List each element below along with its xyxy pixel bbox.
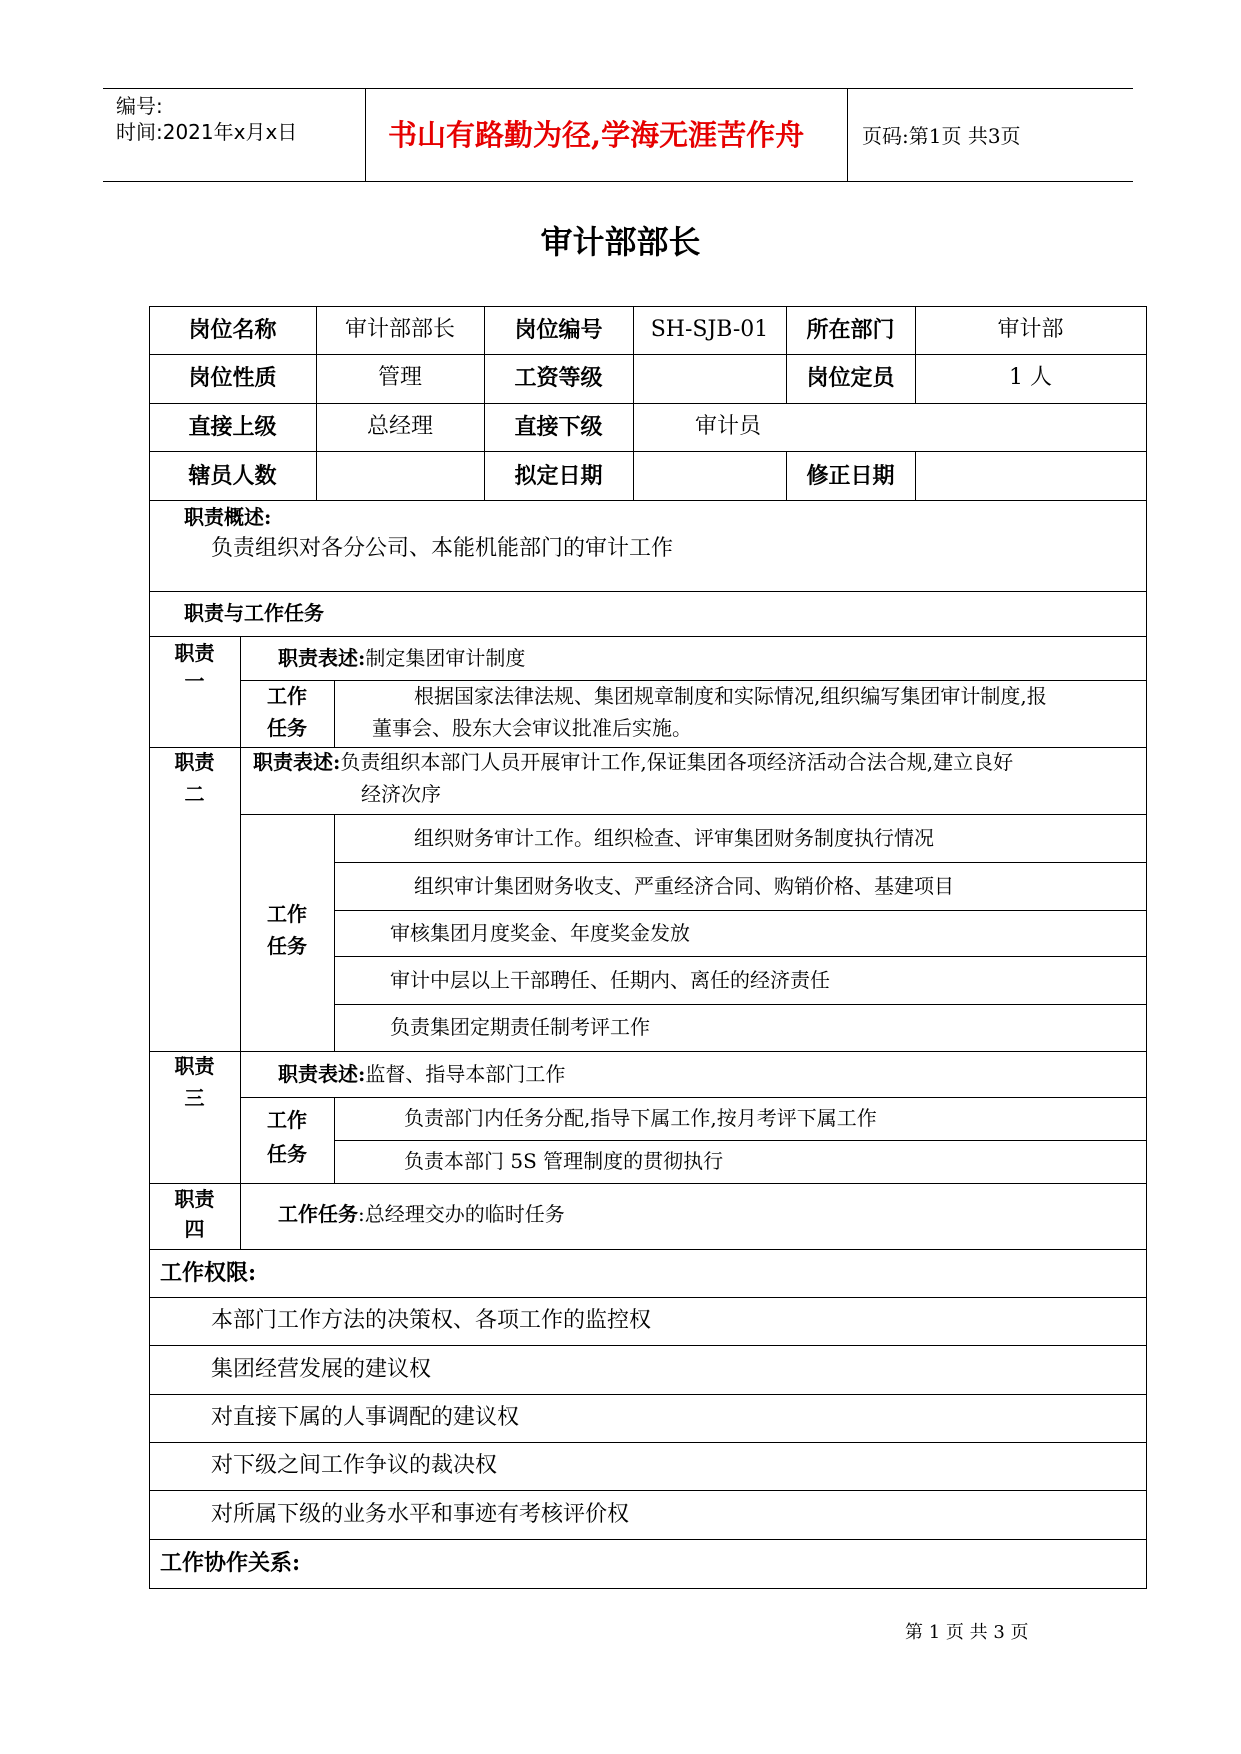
duty4-label-line2: 四 (184, 1217, 205, 1241)
duty3-desc-text: 监督、指导本部门工作 (365, 1062, 566, 1086)
duty3-label-line2: 三 (184, 1086, 205, 1110)
doc-code-label: 编号: (116, 94, 163, 118)
duty2-task-2: 组织审计集团财务收支、严重经济合同、购销价格、基建项目 (414, 874, 954, 898)
header-motto: 书山有路勤为径,学海无涯苦作舟 (388, 118, 805, 152)
value-position-name: 审计部部长 (344, 317, 455, 342)
duty1-task-label-line1: 工作 (267, 684, 307, 708)
duty1-desc-text: 制定集团审计制度 (365, 646, 526, 670)
duty2-label-line2: 二 (184, 782, 205, 806)
duty3-task-label-line2: 任务 (267, 1142, 307, 1166)
duty3-task-2: 负责本部门 5S 管理制度的贯彻执行 (404, 1149, 724, 1173)
label-position-name: 岗位名称 (188, 317, 277, 343)
label-department: 所在部门 (806, 317, 895, 343)
duty1-description (278, 644, 525, 672)
duty2-task-label-line2: 任务 (267, 934, 307, 958)
label-salary-grade: 工资等级 (514, 365, 603, 391)
duty2-desc-label: 职责表述: (253, 750, 341, 774)
duty3-task-1: 负责部门内任务分配,指导下属工作,按月考评下属工作 (404, 1106, 877, 1130)
duty2-description-line1 (253, 748, 1145, 776)
cooperation-label: 工作协作关系: (160, 1550, 301, 1576)
page-footer: 第 1 页 共 3 页 (905, 1622, 1029, 1643)
authority-item-3: 对直接下属的人事调配的建议权 (211, 1405, 520, 1430)
label-direct-subordinate: 直接下级 (514, 414, 603, 440)
duty2-task-label-line1: 工作 (267, 902, 307, 926)
duty1-task-line2: 董事会、股东大会审议批准后实施。 (372, 716, 692, 740)
authority-item-4: 对下级之间工作争议的裁决权 (211, 1453, 498, 1478)
duties-header: 职责与工作任务 (184, 601, 324, 625)
duty1-task-label-line2: 任务 (267, 716, 307, 740)
duty3-desc-label: 职责表述: (278, 1062, 366, 1086)
duty2-task-5: 负责集团定期责任制考评工作 (390, 1015, 650, 1039)
authority-item-2: 集团经营发展的建议权 (211, 1357, 432, 1382)
duty4-label-line1: 职责 (174, 1187, 215, 1211)
label-draft-date: 拟定日期 (514, 463, 603, 489)
duty1-task-line1: 根据国家法律法规、集团规章制度和实际情况,组织编写集团审计制度,报 (414, 684, 1047, 708)
duty1-desc-label: 职责表述: (278, 646, 366, 670)
label-position-code: 岗位编号 (514, 317, 603, 343)
value-position-nature: 管理 (377, 365, 422, 390)
value-position-code: SH-SJB-01 (650, 317, 769, 342)
label-headcount: 岗位定员 (806, 365, 895, 391)
duty4-task-label: 工作任务 (278, 1202, 358, 1226)
label-revision-date: 修正日期 (806, 463, 895, 489)
page-title: 审计部部长 (540, 223, 701, 261)
duty2-task-3: 审核集团月度奖金、年度奖金发放 (390, 921, 690, 945)
value-direct-subordinate: 审计员 (695, 414, 762, 439)
label-direct-superior: 直接上级 (188, 414, 277, 440)
duty3-task-label-line1: 工作 (267, 1108, 307, 1132)
authority-item-5: 对所属下级的业务水平和事迹有考核评价权 (211, 1502, 630, 1527)
authority-label: 工作权限: (160, 1260, 257, 1286)
duty1-label-line2: 一 (184, 669, 205, 693)
label-staff-count: 辖员人数 (188, 463, 277, 489)
page-indicator: 页码:第1页 共3页 (862, 124, 1021, 148)
doc-time-label: 时间:2021年x月x日 (116, 120, 298, 144)
duty1-label-line1: 职责 (174, 641, 215, 665)
duty4-task-text: :总经理交办的临时任务 (358, 1202, 565, 1226)
value-direct-superior: 总经理 (366, 414, 433, 439)
label-position-nature: 岗位性质 (188, 365, 277, 391)
duty3-description (278, 1060, 565, 1088)
value-department: 审计部 (997, 317, 1064, 342)
value-headcount: 1 人 (1009, 365, 1052, 390)
duty2-task-4: 审计中层以上干部聘任、任期内、离任的经济责任 (390, 968, 830, 992)
duty2-label-line1: 职责 (174, 750, 215, 774)
duty4-task (278, 1200, 565, 1228)
authority-item-1: 本部门工作方法的决策权、各项工作的监控权 (211, 1308, 652, 1333)
duty2-desc-text: 负责组织本部门人员开展审计工作,保证集团各项经济活动合法合规,建立良好 (340, 750, 1014, 774)
summary-text: 负责组织对各分公司、本能机能部门的审计工作 (211, 536, 674, 561)
duty2-description-line2: 经济次序 (361, 782, 441, 806)
duty2-task-1: 组织财务审计工作。组织检查、评审集团财务制度执行情况 (414, 826, 934, 850)
duty3-label-line1: 职责 (174, 1054, 215, 1078)
summary-label: 职责概述: (184, 505, 272, 529)
